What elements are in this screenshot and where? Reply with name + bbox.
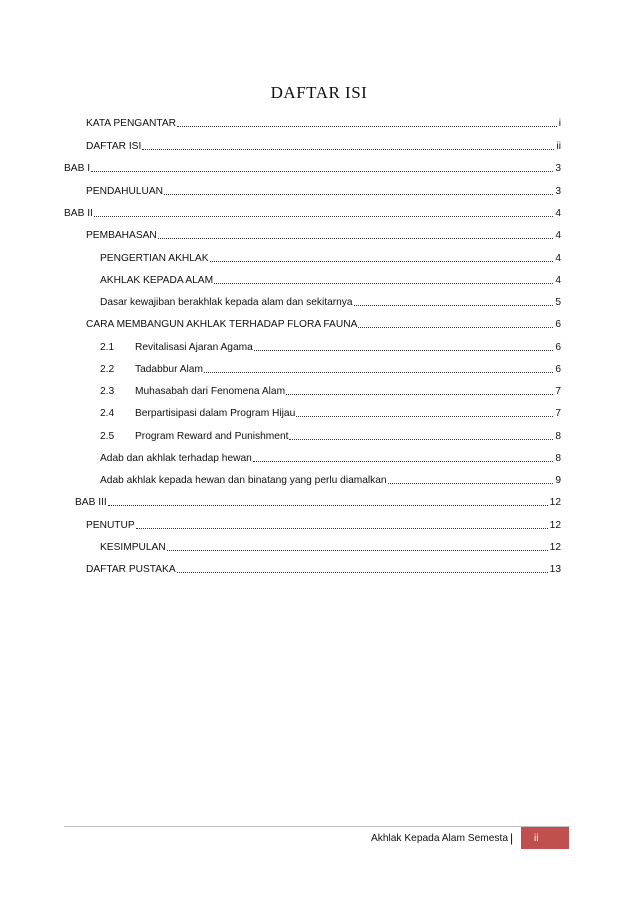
toc-entry[interactable] xyxy=(86,229,561,242)
toc-leader-dots xyxy=(158,238,554,239)
toc-entry-label: DAFTAR PUSTAKA xyxy=(86,564,176,575)
toc-entry-label: KESIMPULAN xyxy=(100,542,166,553)
toc-entry-page: 7 xyxy=(555,386,561,397)
toc-entry-page: 4 xyxy=(555,275,561,286)
toc-entry-page: 5 xyxy=(555,297,561,308)
toc-title: DAFTAR ISI xyxy=(270,83,368,102)
toc-entry[interactable] xyxy=(100,407,561,420)
toc-entry-label: PENUTUP xyxy=(86,520,135,531)
toc-entry-label: Adab akhlak kepada hewan dan binatang yang perlu diamalkan xyxy=(100,475,387,486)
toc-entry[interactable] xyxy=(86,185,561,198)
toc-entry-page: 7 xyxy=(555,408,561,419)
toc-entry[interactable] xyxy=(86,563,561,576)
toc-entry[interactable] xyxy=(100,430,561,443)
toc-leader-dots xyxy=(289,439,553,440)
toc-entry-label: BAB I xyxy=(64,163,91,174)
toc-entry-page: 12 xyxy=(549,497,561,508)
toc-leader-dots xyxy=(91,171,553,172)
toc-entry-page: 8 xyxy=(555,453,561,464)
toc-entry-page: 6 xyxy=(555,364,561,375)
toc-entry[interactable] xyxy=(86,117,561,130)
toc-entry-page: 8 xyxy=(555,431,561,442)
toc-leader-dots xyxy=(108,505,548,506)
toc-entry[interactable] xyxy=(100,274,561,287)
footer-divider xyxy=(64,826,570,827)
toc-entry[interactable] xyxy=(100,385,561,398)
toc-leader-dots xyxy=(214,283,553,284)
toc-entry-label: Program Reward and Punishment xyxy=(135,431,289,442)
toc-entry-number: 2.5 xyxy=(100,431,115,442)
toc-leader-dots xyxy=(254,350,554,351)
toc-leader-dots xyxy=(296,416,553,417)
toc-entry-number: 2.2 xyxy=(100,364,115,375)
toc-entry-label: Berpartisipasi dalam Program Hijau xyxy=(135,408,296,419)
toc-entry-page: 4 xyxy=(555,208,561,219)
toc-entry[interactable] xyxy=(100,452,561,465)
toc-entry-label: PENGERTIAN AKHLAK xyxy=(100,253,209,264)
toc-entry-page: 3 xyxy=(555,163,561,174)
toc-entry-number: 2.3 xyxy=(100,386,115,397)
toc-entry[interactable] xyxy=(75,496,561,509)
toc-entry[interactable] xyxy=(100,252,561,265)
toc-leader-dots xyxy=(167,550,548,551)
toc-entry-label: KATA PENGANTAR xyxy=(86,118,177,129)
toc-leader-dots xyxy=(253,461,554,462)
toc-entry-page: 9 xyxy=(555,475,561,486)
toc-entry-label: CARA MEMBANGUN AKHLAK TERHADAP FLORA FAUNA xyxy=(86,319,358,330)
toc-entry-page: 12 xyxy=(549,542,561,553)
toc-leader-dots xyxy=(142,149,554,150)
toc-entry[interactable] xyxy=(100,541,561,554)
toc-entry[interactable] xyxy=(100,363,561,376)
footer-separator: | xyxy=(510,831,514,845)
toc-entry-number: 2.1 xyxy=(100,342,115,353)
toc-entry-page: 4 xyxy=(555,253,561,264)
toc-entry-label: DAFTAR ISI xyxy=(86,141,142,152)
toc-entry-page: 6 xyxy=(555,342,561,353)
toc-entry-label: Tadabbur Alam xyxy=(135,364,203,375)
toc-entry[interactable] xyxy=(100,296,561,309)
toc-leader-dots xyxy=(94,216,553,217)
toc-leader-dots xyxy=(164,194,553,195)
footer-title: Akhlak Kepada Alam Semesta xyxy=(370,833,508,844)
toc-entry-page: i xyxy=(558,118,561,129)
toc-entry-label: PENDAHULUAN xyxy=(86,186,163,197)
toc-leader-dots xyxy=(210,261,554,262)
toc-entry-page: 4 xyxy=(555,230,561,241)
toc-entry-page: 6 xyxy=(555,319,561,330)
toc-leader-dots xyxy=(358,327,553,328)
toc-leader-dots xyxy=(286,394,553,395)
toc-entry[interactable] xyxy=(100,474,561,487)
toc-entry[interactable] xyxy=(86,318,561,331)
toc-entry[interactable] xyxy=(64,207,561,220)
toc-leader-dots xyxy=(177,126,557,127)
toc-entry[interactable] xyxy=(64,162,561,175)
toc-entry-page: 12 xyxy=(549,520,561,531)
toc-entry[interactable] xyxy=(86,519,561,532)
toc-entry[interactable] xyxy=(100,341,561,354)
toc-entry-label: PEMBAHASAN xyxy=(86,230,157,241)
toc-entry-page: 13 xyxy=(549,564,561,575)
toc-entry-label: AKHLAK KEPADA ALAM xyxy=(100,275,214,286)
toc-entry-number: 2.4 xyxy=(100,408,115,419)
toc-leader-dots xyxy=(354,305,554,306)
toc-entry-label: Revitalisasi Ajaran Agama xyxy=(135,342,253,353)
toc-leader-dots xyxy=(204,372,553,373)
toc-entry[interactable] xyxy=(86,140,561,153)
toc-entry-label: Dasar kewajiban berakhlak kepada alam dan sekitarnya xyxy=(100,297,353,308)
toc-entry-label: BAB II xyxy=(64,208,93,219)
toc-leader-dots xyxy=(177,572,548,573)
toc-leader-dots xyxy=(388,483,554,484)
toc-leader-dots xyxy=(136,528,548,529)
toc-entry-label: Adab dan akhlak terhadap hewan xyxy=(100,453,252,464)
toc-entry-label: BAB III xyxy=(75,497,107,508)
toc-entry-page: 3 xyxy=(555,186,561,197)
toc-entry-page: ii xyxy=(556,141,561,152)
toc-entry-label: Muhasabah dari Fenomena Alam xyxy=(135,386,286,397)
footer-page-number: ii xyxy=(521,827,569,849)
